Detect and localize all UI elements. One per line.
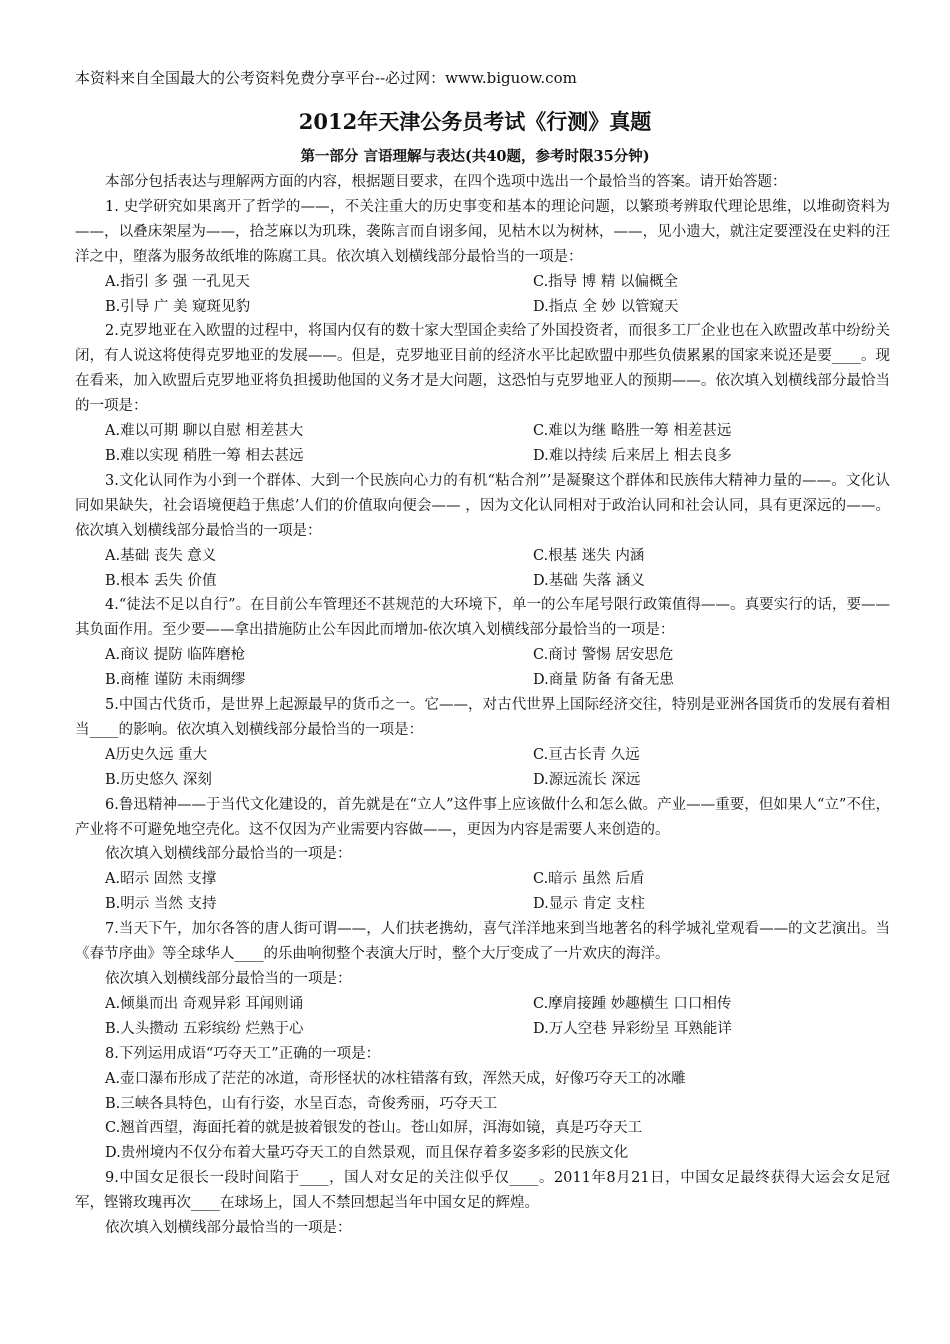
question-stem: 2.克罗地亚在入欧盟的过程中，将国内仅有的数十家大型国企卖给了外国投资者，而很多工厂企业也在入欧盟改革中纷纷关闭，有人说这将使得克罗地亚的发展——。但是，克罗地亚目前的经济水平比起欧盟中那些负债累累的国家来说还是要____。现在看来，加入欧盟后克罗地亚将负担援助他国的义务才是大问题，这恐怕与克罗地亚人的预期——。依次填入划横线部分最恰当的一项是：: [75, 323, 890, 415]
options-grid: [75, 544, 890, 594]
options-grid: [75, 867, 890, 917]
option-d: D.万人空巷 异彩纷呈 耳熟能详: [533, 1020, 732, 1037]
page-title: 2012年天津公务员考试《行测》真题: [298, 109, 652, 134]
question-1: [75, 195, 890, 320]
document-body: [75, 170, 890, 1241]
option-a: A.昭示 固然 支撑: [105, 871, 217, 888]
option-d: D.基础 失落 涵义: [533, 572, 645, 589]
question-stem: 3.文化认同作为小到一个群体、大到一个民族向心力的有机“粘合剂”’是凝聚这个群体和民族伟大精神力量的——。文化认同如果缺失，社会语境便趋于焦虑’人们的价值取向便会—— ，因为文化认同相对于政治认同和社会认同，具有更深远的——。依次填入划横线部分最恰当的一项是：: [75, 472, 890, 539]
option-b: B.根本 丢失 价值: [105, 572, 217, 589]
question-lead: 依次填入划横线部分最恰当的一项是：: [105, 971, 352, 987]
question-7: [75, 917, 890, 1042]
question-stem: 7.当天下午，加尔各答的唐人街可谓——，人们扶老携幼，喜气洋洋地来到当地著名的科学城礼堂观看——的文艺演出。当《春节序曲》等全球华人____的乐曲响彻整个表演大厅时，整个大厅变成了一片欢庆的海洋。: [75, 921, 890, 963]
option-b: B.商榷 谨防 未雨绸缪: [105, 672, 246, 689]
option-b: B.三峡各具特色，山有行姿，水呈百态，奇俊秀丽，巧夺天工: [105, 1095, 498, 1112]
intro-paragraph: 本部分包括表达与理解两方面的内容，根据题目要求，在四个选项中选出一个最恰当的答案。请开始答题：: [105, 174, 787, 190]
question-3: [75, 469, 890, 594]
option-c: C.摩肩接踵 妙趣横生 口口相传: [533, 995, 732, 1012]
option-d: D.指点 全 妙 以管窥天: [533, 298, 679, 315]
options-grid: [75, 270, 890, 320]
option-d: D.商量 防备 有备无患: [533, 672, 674, 689]
option-c: C.难以为继 略胜一筹 相差甚远: [533, 423, 732, 440]
option-a: A历史久远 重大: [105, 746, 208, 763]
option-a: A.基础 丧失 意义: [105, 547, 217, 564]
question-stem: 4.“徒法不足以自行”。在目前公车管理还不甚规范的大环境下，单一的公车尾号限行政策值得——。真要实行的话，要——其负面作用。至少要——拿出措施防止公车因此而增加-依次填入划横线部分最恰当的一项是：: [75, 597, 890, 639]
option-a: A.商议 提防 临阵磨枪: [105, 647, 246, 664]
question-stem: 8.下列运用成语“巧夺天工”正确的一项是：: [105, 1045, 381, 1062]
question-5: [75, 693, 890, 793]
question-6: [75, 793, 890, 918]
question-stem: 1. 史学研究如果离开了哲学的——，不关注重大的历史事变和基本的理论问题，以繁琐考辨取代理论思维，以堆砌资料为——，以叠床架屋为——，拾芝麻以为玑珠，袭陈言而自诩多闻，见枯木以为树林，——，见小遗大，就注定要湮没在史料的汪洋之中，堕落为服务故纸堆的陈腐工具。依次填入划横线部分最恰当的一项是：: [75, 198, 890, 265]
option-c: C.暗示 虽然 后盾: [533, 871, 645, 888]
option-b: B.明示 当然 支持: [105, 896, 217, 913]
option-c: C.亘古长青 久远: [533, 746, 640, 763]
option-b: B.难以实现 稍胜一筹 相去甚远: [105, 447, 304, 464]
question-8: [75, 1042, 890, 1167]
question-lead: 依次填入划横线部分最恰当的一项是：: [105, 846, 352, 863]
question-stem: 5.中国古代货币，是世界上起源最早的货币之一。它——，对古代世界上国际经济交往，特别是亚洲各国货币的发展有着相当____的影响。依次填入划横线部分最恰当的一项是：: [75, 697, 890, 738]
option-a: A.倾巢而出 奇观异彩 耳闻则诵: [105, 995, 304, 1012]
option-d: D.贵州境内不仅分布着大量巧夺天工的自然景观，而且保存着多姿多彩的民族文化: [105, 1145, 629, 1162]
question-stem: 6.鲁迅精神——于当代文化建设的，首先就是在“立人”这件事上应该做什么和怎么做。产业——重要，但如果人“立”不住，产业将不可避免地空壳化。这不仅因为产业需要内容做——，更因为内容是需要人来创造的。: [75, 796, 890, 838]
question-lead: 依次填入划横线部分最恰当的一项是：: [105, 1220, 352, 1237]
option-b: B.引导 广 美 窥斑见豹: [105, 298, 251, 315]
section-heading: 第一部分 言语理解与表达(共40题，参考时限35分钟): [300, 148, 650, 165]
source-line: 本资料来自全国最大的公考资料免费分享平台--必过网：www.biguow.com: [75, 69, 577, 87]
options-grid: [75, 743, 890, 793]
question-9: [75, 1166, 890, 1241]
question-4: [75, 593, 890, 693]
options-grid: [75, 419, 890, 469]
option-c: C.商讨 警惕 居安思危: [533, 647, 674, 664]
options-grid: [75, 992, 890, 1042]
option-c: C.翘首西望，海面托着的就是披着银发的苍山。苍山如屏，洱海如镜，真是巧夺天工: [105, 1120, 643, 1137]
options-grid: [75, 643, 890, 693]
option-c: C.指导 博 精 以偏概全: [533, 273, 679, 290]
option-a: A.壶口瀑布形成了茫茫的冰道，奇形怪状的冰柱错落有致，浑然天成，好像巧夺天工的冰雕: [105, 1070, 686, 1087]
option-d: D.源远流长 深远: [533, 771, 641, 788]
option-c: C.根基 迷失 内涵: [533, 547, 645, 564]
option-a: A.指引 多 强 一孔见天: [105, 273, 250, 290]
option-a: A.难以可期 聊以自慰 相差甚大: [105, 423, 304, 440]
question-stem: 9.中国女足很长一段时间陷于____，国人对女足的关注似乎仅____。2011年8月21日，中国女足最终获得大运会女足冠军，铿锵玫瑰再次____在球场上，国人不禁回想起当年中国女足的辉煌。: [75, 1170, 890, 1212]
option-d: D.显示 肯定 支柱: [533, 896, 645, 913]
question-2: [75, 319, 890, 468]
option-b: B.历史悠久 深刻: [105, 771, 212, 788]
option-b: B.人头攒动 五彩缤纷 烂熟于心: [105, 1020, 304, 1037]
option-d: D.难以持续 后来居上 相去良多: [533, 447, 732, 464]
